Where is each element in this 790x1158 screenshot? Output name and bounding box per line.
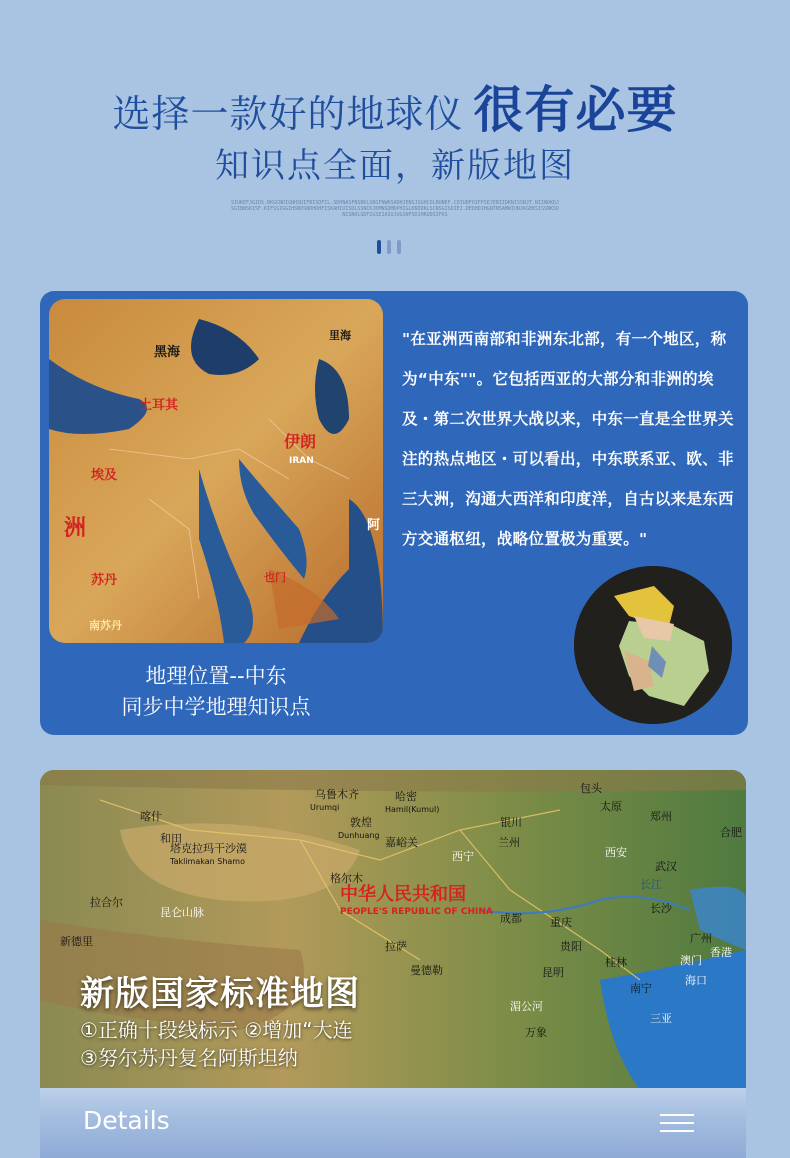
quote-paragraph: "在亚洲西南部和非洲东北部，有一个地区，称为“中东""。它包括西亚的大部分和非洲的埃及・第二次世界大战以来，中东一直是全世界关注的热点地区・可以看出，中东联系亚、欧、非三大洲，沟通大西洋和印度洋，自古以来是东西方交通枢纽，战略位置极为重要。"	[402, 330, 734, 548]
map-label: 洲	[64, 516, 87, 541]
map-label: 成都	[500, 912, 522, 925]
map-label: 南宁	[630, 982, 652, 995]
title-bold: 很有必要	[473, 81, 678, 139]
map-label: PEOPLE'S REPUBLIC OF CHINA	[340, 907, 493, 917]
map-label: 也门	[264, 571, 286, 584]
decorative-fine-print: SIUKEFJGIDS.BKGCNDIGNHSDIFBISDFIL.SDHNASFNSBKLSBGFNWKSADHJENSJSGHCOLBUNEF.CDIUDFOIFPSEJEBIIDKNISSNJT.NIINOKDJSGIBNSKISF.KIFSSIGGIHSNOSNDHDHFISKAHIUISDLSSNCKJKMNSDMDPHIGLKNIDKLSCNSGISOIEJ.DEDHDIHGNTNSAMWIUNJKGEKSISSNKSDNISNOLSDFIGSEIAIUJUGSNFSDIHKUDSIFKS	[230, 200, 560, 218]
map-label: 西宁	[452, 850, 474, 863]
dot	[387, 240, 391, 254]
feature-line-2: ③努尔苏丹复名阿斯坦纳	[80, 1046, 298, 1070]
middle-east-map-image	[49, 299, 383, 643]
map-label: 合肥	[720, 826, 742, 839]
map-label: 拉萨	[385, 940, 407, 953]
map-label: Hamil(Kumul)	[385, 805, 440, 814]
map-label: 苏丹	[91, 573, 118, 588]
map-label: 昆仑山脉	[160, 906, 204, 919]
dot	[397, 240, 401, 254]
map-label: 和田	[160, 832, 182, 845]
map-label: 兰州	[498, 836, 520, 849]
menu-line	[660, 1114, 694, 1116]
map-label: 海口	[685, 974, 707, 987]
map-label: Urumqi	[310, 803, 340, 812]
map-label: 乌鲁木齐	[315, 788, 359, 801]
map-label: 澳门	[680, 954, 702, 967]
china-map-card	[40, 770, 746, 1090]
map-label: 湄公河	[510, 1000, 543, 1013]
map-label: 武汉	[655, 860, 677, 873]
page-title	[0, 70, 790, 142]
map-caption	[49, 661, 383, 723]
divider-dots	[377, 240, 401, 254]
map-label: 喀什	[140, 810, 162, 823]
section-title: 新版国家标准地图	[80, 974, 360, 1014]
title-light: 选择一款好的地球仪	[112, 92, 464, 136]
map-label: 长沙	[650, 902, 672, 915]
map-label: 郑州	[650, 810, 672, 823]
map-label: 格尔木	[330, 872, 363, 885]
caption-line-2: 同步中学地理知识点	[121, 695, 311, 719]
map-label: 阿	[367, 518, 381, 533]
middle-east-map-graphic	[49, 299, 383, 643]
caption-line-1: 地理位置--中东	[145, 664, 287, 688]
map-label: 新德里	[60, 935, 93, 948]
map-label: Dunhuang	[338, 831, 380, 840]
feature-line-1: ①正确十段线标示 ②增加“大连	[80, 1018, 353, 1042]
map-label: 黑海	[154, 345, 181, 360]
map-label: 重庆	[550, 916, 572, 929]
map-label: 万象	[525, 1026, 547, 1039]
map-label: 敦煌	[350, 816, 372, 829]
map-label: 长江	[640, 878, 662, 891]
map-label: 三亚	[650, 1012, 672, 1025]
map-label: 包头	[580, 782, 602, 795]
map-label: 中华人民共和国	[340, 884, 466, 905]
map-label: 广州	[690, 932, 712, 945]
map-label: 桂林	[605, 956, 627, 969]
map-label: 银川	[500, 816, 522, 829]
details-bar	[40, 1088, 746, 1158]
menu-line	[660, 1122, 694, 1124]
map-label: 伊朗	[284, 432, 317, 451]
middle-east-card	[40, 291, 748, 735]
map-label: 塔克拉玛干沙漠	[170, 842, 247, 855]
map-label: 西安	[605, 846, 627, 859]
map-label: 哈密	[395, 790, 417, 803]
map-label: Taklimakan Shamo	[170, 857, 245, 866]
map-label: 贵阳	[560, 940, 582, 953]
hamburger-menu-icon[interactable]	[660, 1114, 694, 1136]
map-label: 香港	[710, 946, 732, 959]
map-label: 嘉峪关	[385, 836, 418, 849]
map-label: 土耳其	[139, 398, 179, 413]
map-label: 曼德勒	[410, 964, 443, 977]
header-section	[0, 0, 790, 290]
map-label: 里海	[329, 329, 351, 342]
map-label: 南苏丹	[89, 619, 122, 632]
dot-active	[377, 240, 381, 254]
page-subtitle: 知识点全面，新版地图	[215, 146, 575, 186]
menu-line	[660, 1130, 694, 1132]
map-label: 太原	[600, 800, 622, 813]
map-label: 昆明	[542, 966, 564, 979]
globe-graphic	[574, 566, 732, 724]
map-label: 拉合尔	[90, 896, 123, 909]
map-label: IRAN	[289, 456, 314, 466]
globe-image	[574, 566, 732, 724]
details-label: Details	[83, 1106, 170, 1135]
map-label: 埃及	[91, 468, 118, 483]
